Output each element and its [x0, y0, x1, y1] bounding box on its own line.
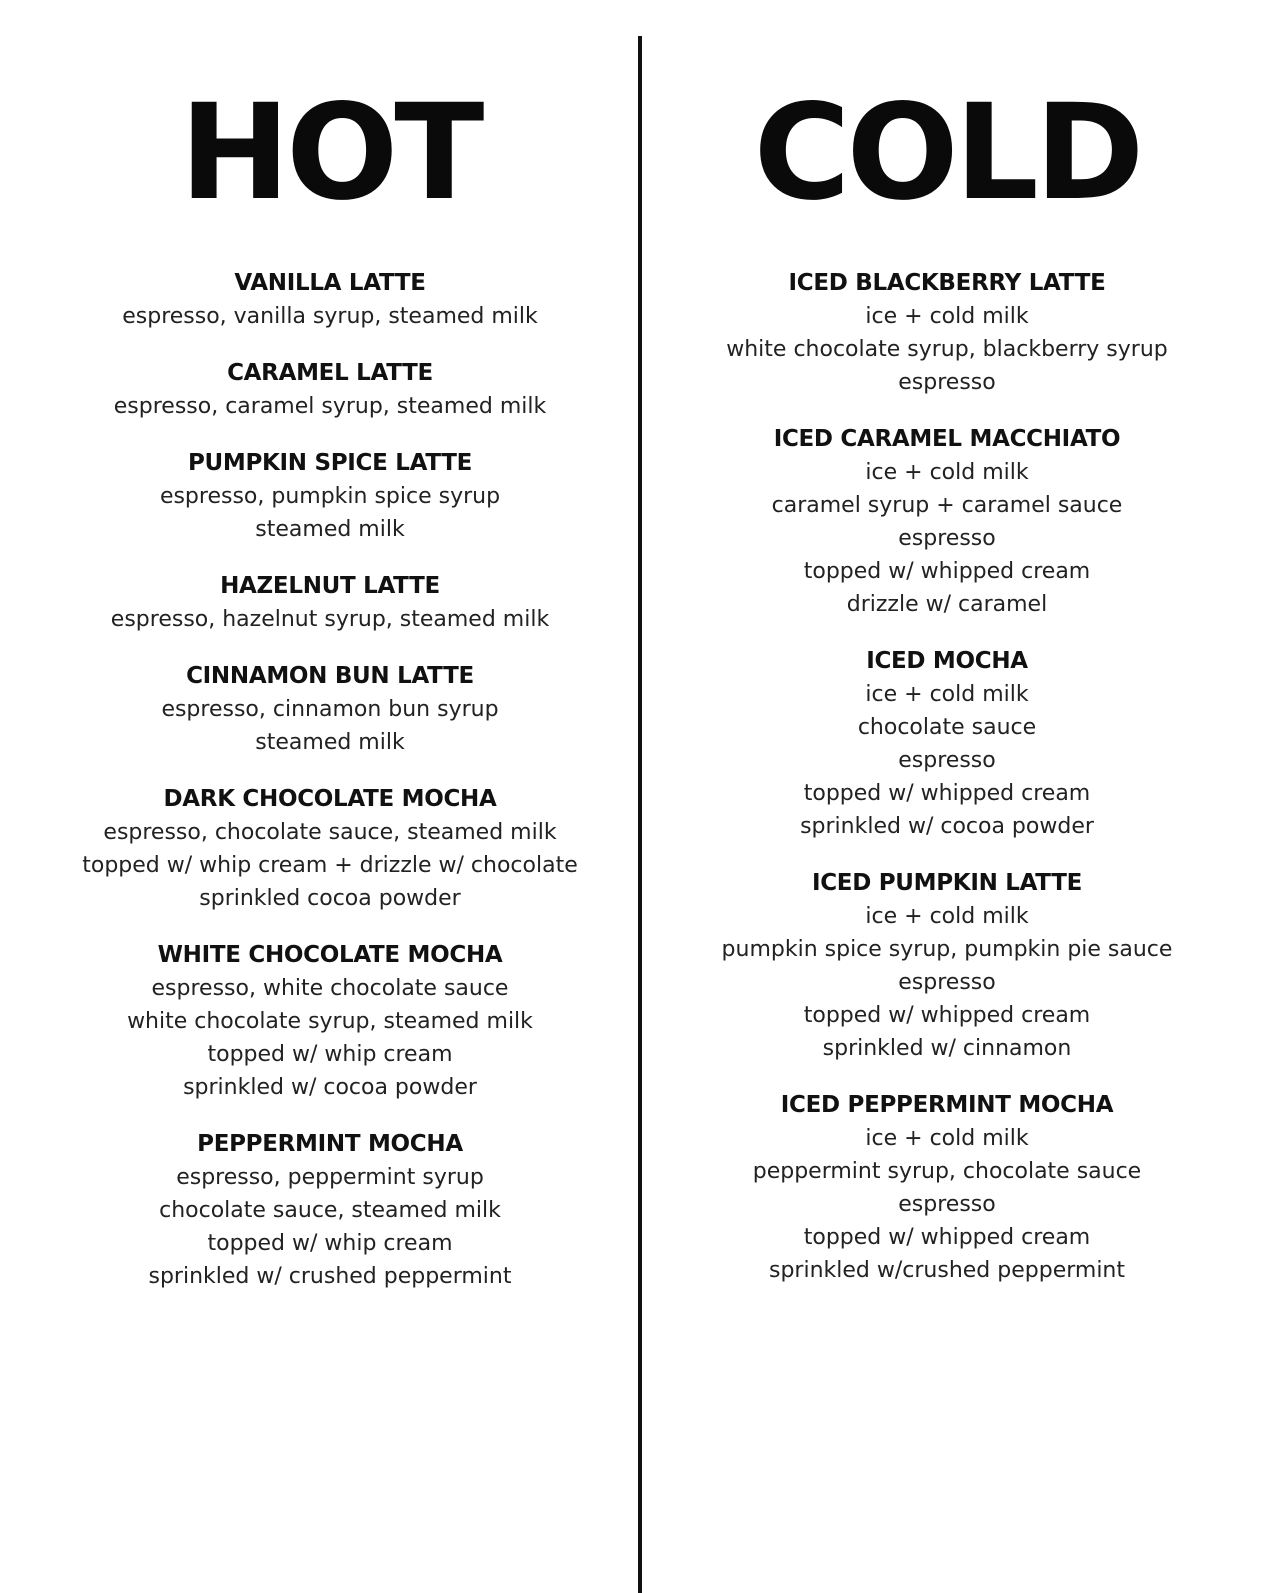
drink-ingredient-line: espresso — [898, 526, 996, 551]
drink-name: ICED PEPPERMINT MOCHA — [780, 1092, 1114, 1118]
menu-item — [30, 266, 630, 333]
menu-item — [30, 356, 630, 423]
drink-ingredient-line: ice + cold milk — [865, 460, 1029, 485]
menu-item — [650, 644, 1244, 843]
drink-ingredient-line: ice + cold milk — [865, 682, 1029, 707]
drink-ingredient-line: espresso — [898, 970, 996, 995]
drink-ingredient-line: topped w/ whipped cream — [803, 781, 1091, 806]
drink-ingredient-line: espresso — [898, 370, 996, 395]
drink-ingredient-line: sprinkled w/ cinnamon — [822, 1036, 1072, 1061]
drink-ingredient-line: topped w/ whipped cream — [803, 1003, 1091, 1028]
drink-ingredient-line: espresso, vanilla syrup, steamed milk — [122, 304, 538, 329]
drink-ingredient-line: espresso, cinnamon bun syrup — [161, 697, 499, 722]
drink-ingredient-line: white chocolate syrup, blackberry syrup — [726, 337, 1168, 362]
drink-ingredient-line: sprinkled cocoa powder — [199, 886, 461, 911]
drink-ingredient-line: ice + cold milk — [865, 304, 1029, 329]
drink-name: DARK CHOCOLATE MOCHA — [163, 786, 497, 812]
drink-name: HAZELNUT LATTE — [220, 573, 440, 599]
drink-ingredient-line: topped w/ whip cream — [207, 1231, 453, 1256]
drink-ingredient-line: ice + cold milk — [865, 1126, 1029, 1151]
drink-name: PUMPKIN SPICE LATTE — [187, 450, 473, 476]
menu-item — [650, 266, 1244, 399]
menu-item — [650, 866, 1244, 1065]
drink-ingredient-line: sprinkled w/ cocoa powder — [800, 814, 1094, 839]
drink-ingredient-line: chocolate sauce, steamed milk — [159, 1198, 501, 1223]
drink-ingredient-line: espresso, caramel syrup, steamed milk — [113, 394, 547, 419]
drink-ingredient-line: sprinkled w/ cocoa powder — [183, 1075, 477, 1100]
drink-ingredient-line: espresso, pumpkin spice syrup — [159, 484, 501, 509]
drink-ingredient-line: espresso — [898, 748, 996, 773]
drink-ingredient-line: pumpkin spice syrup, pumpkin pie sauce — [721, 937, 1173, 962]
menu-item — [650, 422, 1244, 621]
drink-ingredient-line: caramel syrup + caramel sauce — [771, 493, 1123, 518]
drink-ingredient-line: steamed milk — [255, 730, 405, 755]
drink-ingredient-line: espresso, peppermint syrup — [176, 1165, 484, 1190]
drink-name: ICED CARAMEL MACCHIATO — [773, 426, 1121, 452]
drink-ingredient-line: white chocolate syrup, steamed milk — [127, 1009, 533, 1034]
drink-name: CARAMEL LATTE — [227, 360, 433, 386]
drink-ingredient-line: ice + cold milk — [865, 904, 1029, 929]
drink-ingredient-line: espresso — [898, 1192, 996, 1217]
drink-name: ICED BLACKBERRY LATTE — [788, 270, 1106, 296]
drink-name: VANILLA LATTE — [234, 270, 426, 296]
menu-item — [30, 569, 630, 636]
menu-item — [30, 782, 630, 915]
menu-item — [30, 938, 630, 1104]
drink-ingredient-line: steamed milk — [255, 517, 405, 542]
drink-name: ICED PUMPKIN LATTE — [811, 870, 1083, 896]
menu-item — [30, 1127, 630, 1293]
drink-ingredient-line: topped w/ whipped cream — [803, 559, 1091, 584]
drink-ingredient-line: sprinkled w/ crushed peppermint — [148, 1264, 512, 1289]
drink-ingredient-line: espresso, white chocolate sauce — [151, 976, 509, 1001]
menu-item — [650, 1088, 1244, 1287]
drink-ingredient-line: topped w/ whipped cream — [803, 1225, 1091, 1250]
drink-name: ICED MOCHA — [866, 648, 1028, 674]
column-divider — [638, 36, 642, 1593]
cold-drink-list — [650, 266, 1244, 1310]
menu-item — [30, 446, 630, 546]
drink-ingredient-line: sprinkled w/crushed peppermint — [769, 1258, 1125, 1283]
menu-item — [30, 659, 630, 759]
drink-ingredient-line: topped w/ whip cream + drizzle w/ chocolate — [82, 853, 578, 878]
hot-drink-list — [30, 266, 630, 1316]
hot-title: HOT — [179, 76, 481, 230]
drink-name: PEPPERMINT MOCHA — [197, 1131, 463, 1157]
drink-ingredient-line: espresso, chocolate sauce, steamed milk — [103, 820, 557, 845]
drink-name: WHITE CHOCOLATE MOCHA — [157, 942, 503, 968]
drink-ingredient-line: peppermint syrup, chocolate sauce — [752, 1159, 1142, 1184]
drink-ingredient-line: drizzle w/ caramel — [846, 592, 1048, 617]
cold-title: COLD — [753, 76, 1141, 230]
drink-name: CINNAMON BUN LATTE — [186, 663, 474, 689]
drink-ingredient-line: chocolate sauce — [857, 715, 1037, 740]
drink-ingredient-line: espresso, hazelnut syrup, steamed milk — [110, 607, 550, 632]
drink-ingredient-line: topped w/ whip cream — [207, 1042, 453, 1067]
